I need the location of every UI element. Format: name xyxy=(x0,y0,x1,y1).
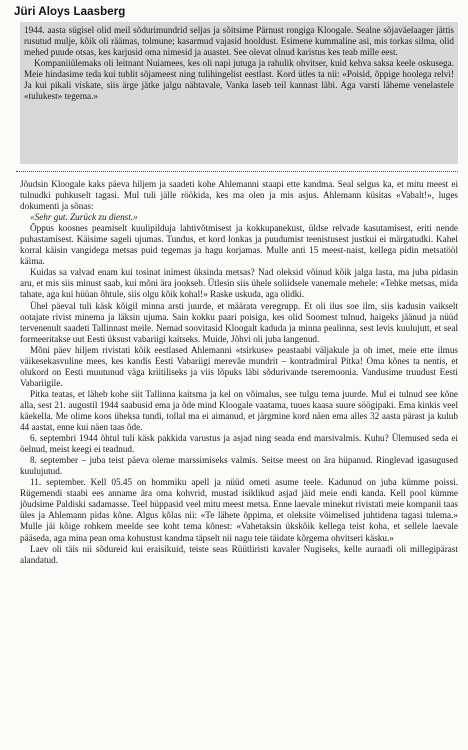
body-paragraph: 6. septembri 1944 õhtul tuli käsk pakkida varustus ja asjad ning seada end marsivalmis. Kuhu? Ülemused seda ei öelnud, meist keegi ei teadnud. xyxy=(20,433,458,455)
body-paragraph: Ühel päeval tuli käsk kõigil minna arsti juurde, et määrata veregrupp. Et oli ilus soe ilm, siis kadusin vaikselt ootajate rivist minema ja läksin ujuma. Sain kokku paari poisiga, kes olid Soomest tulnud, haigeks jäänud ja nüüd tervenenult saadeti Tallinnast meile. Nemad soovitasid Kloogalt kaduda ja minna pealinna, sest levis kuulujutt, et seal formeeritakse uut Eesti üksust vabariigi kaitseks. Muide, Jõhvi oli juba langenud. xyxy=(20,300,458,344)
body-paragraph: Õppus koosnes peamiselt kuulipilduja lahtivõtmisest ja kokkupanekust, üldse relvade kasutamisest, eriti nende puhastamisest. Käisime sageli ujumas. Tundus, et kord lonkas ja puudumist teenistusest justkui ei märgatudki. Kahel korral käisin vangidega metsas puid tegemas ja hagu korjamas. Mulle anti 15 meest-naist, kellega pidin metsatööl käima. xyxy=(20,223,458,267)
dotted-divider xyxy=(16,171,458,172)
body-paragraph: Jõudsin Kloogale kaks päeva hiljem ja saadeti kohe Ahlemanni staapi ette kandma. Seal selgus ka, et mitu meest ei tulnudki puhkuselt tagasi. Mul tuli jälle röökida, kes ma olen ja mis asjus. Ahlemann küsitas «Vabalt!», luges dokumenti ja sõnas: xyxy=(20,179,458,212)
body-paragraph: 8. september – juba teist päeva oleme marssimiseks valmis. Seitse meest on ära hüpanud. Ringlevad igasugused kuulujutud. xyxy=(20,455,458,477)
body-paragraph: Mõni päev hiljem rivistati kõik eestlased Ahlemanni «tsirkuse» peastaabi väljakule ja oh imet, meie ette ilmus väikesekasvuline mees, kes kandis Eesti Vabariigi merevãe mundrit – kontradmiral Pitka! Oma kõnes ta nentis, et olukord on Eesti muutunud väga kriitiliseks ja viis lõpuks läbi sõdurivande tseremoonia. Vandusime truudust Eesti Vabariigile. xyxy=(20,344,458,388)
german-quote: «Sehr gut. Zurück zu dienst.» xyxy=(30,212,138,223)
running-header: Jüri Aloys Laasberg xyxy=(14,6,126,18)
body-paragraph: 11. september. Kell 05.45 on hommiku apell ja nüüd ometi asume teele. Kadunud on juba kümme poissi. Rügemendi staabi ees anname ära oma kohvrid, mustad isiklikud asjad jäid meie endi kanda. Kell pool kümme jõudsime Paldiski sadamasse. Teel hüppasid veel mitu meest metsa. Enne laevale minekut rivistati meie kompanii taas üles ja Ahlemann pidas kõne. Algus kõlas nii: «Te lähete õppima, et oleksite võimelised juhtidena tagasi tulema.» Mulle jäi kõige rohkem meelde see koht tema kõnest: «Vahetaksin ükskõik kellega teist koha, et sellele laevale pääseda, aga mina pean oma kohustust kandma täpselt nii nagu teie täidate kõrgema ohvitseri käsku.» xyxy=(20,477,458,543)
body-paragraph: Pitka teatas, et läheb kohe siit Tallinna kaitsma ja kel on võimalus, see tulgu tema juurde. Mul ei tulnud see kõne alla, sest 21. augustil 1944 saabusid ema ja õde mind Kloogale vaatama, tuues kaasa suure söögipaki. Ema kinkis veel käekella. Me olime koos üheksa tundi, tollal ma ei aimanud, et järgmine kord näen ema alles 32 aasta pärast ja kulub 44 aastat, enne kui näen taas õde. xyxy=(20,388,458,433)
body-paragraph: Kuidas sa valvad enam kui tosinat inimest üksinda metsas? Nad oleksid võinud kõik jalga lasta, ma juba pidasin aru, et mis siis minust saab, kui mõni ära jookseb. Ütlesin siis ühele soliidsele vanemale mehele: «Tehke metsas, mida tahate, aga kui hüüan õhtule, siis olgu kõik kohal!» Raske uskuda, aga olidki. xyxy=(20,267,458,300)
body-paragraph: Laev oli täis nii sõdureid kui eraisikuid, teiste seas Rüütliristi kavaler Nugiseks, kelle auraadi oli millegipärast alandatud. xyxy=(20,543,458,565)
main-text xyxy=(14,179,460,746)
excerpt-paragraph: 1944. aasta sügisel olid meil sõdurimundrid seljas ja sõitsime Pärnust rongiga Kloogale. Sealne sõjaväelaager jättis rusutud mulje, kõik oli räämas, tolmune; kasarmud vajasid hooldust. Esimene kummaline asi, mis torkas silma, olid mehed puude otsas, kes karjusid oma nimesid ja auastet. See olevat olnud karistus kes teab mille eest. xyxy=(24,25,454,58)
highlighted-excerpt-box xyxy=(20,22,458,164)
excerpt-paragraph: Kompaniiülemaks oli leitnant Nuiamees, kes oli napi jutuga ja rahulik ohvitser, kuid kehva saksa keele oskusega. Meie hindasime teda kui tublit sõjameest ning tulihingelist eestlast. Kord ütles ta nii: «Poisid, õppige hoolega relvi! Ja kui pikali viskate, siis ärge jätke jalgu nähtavale, Vanka laseb teil kannast läbi. Aga varsti läheme venelastele «tulukest» tegema.» xyxy=(24,58,454,102)
